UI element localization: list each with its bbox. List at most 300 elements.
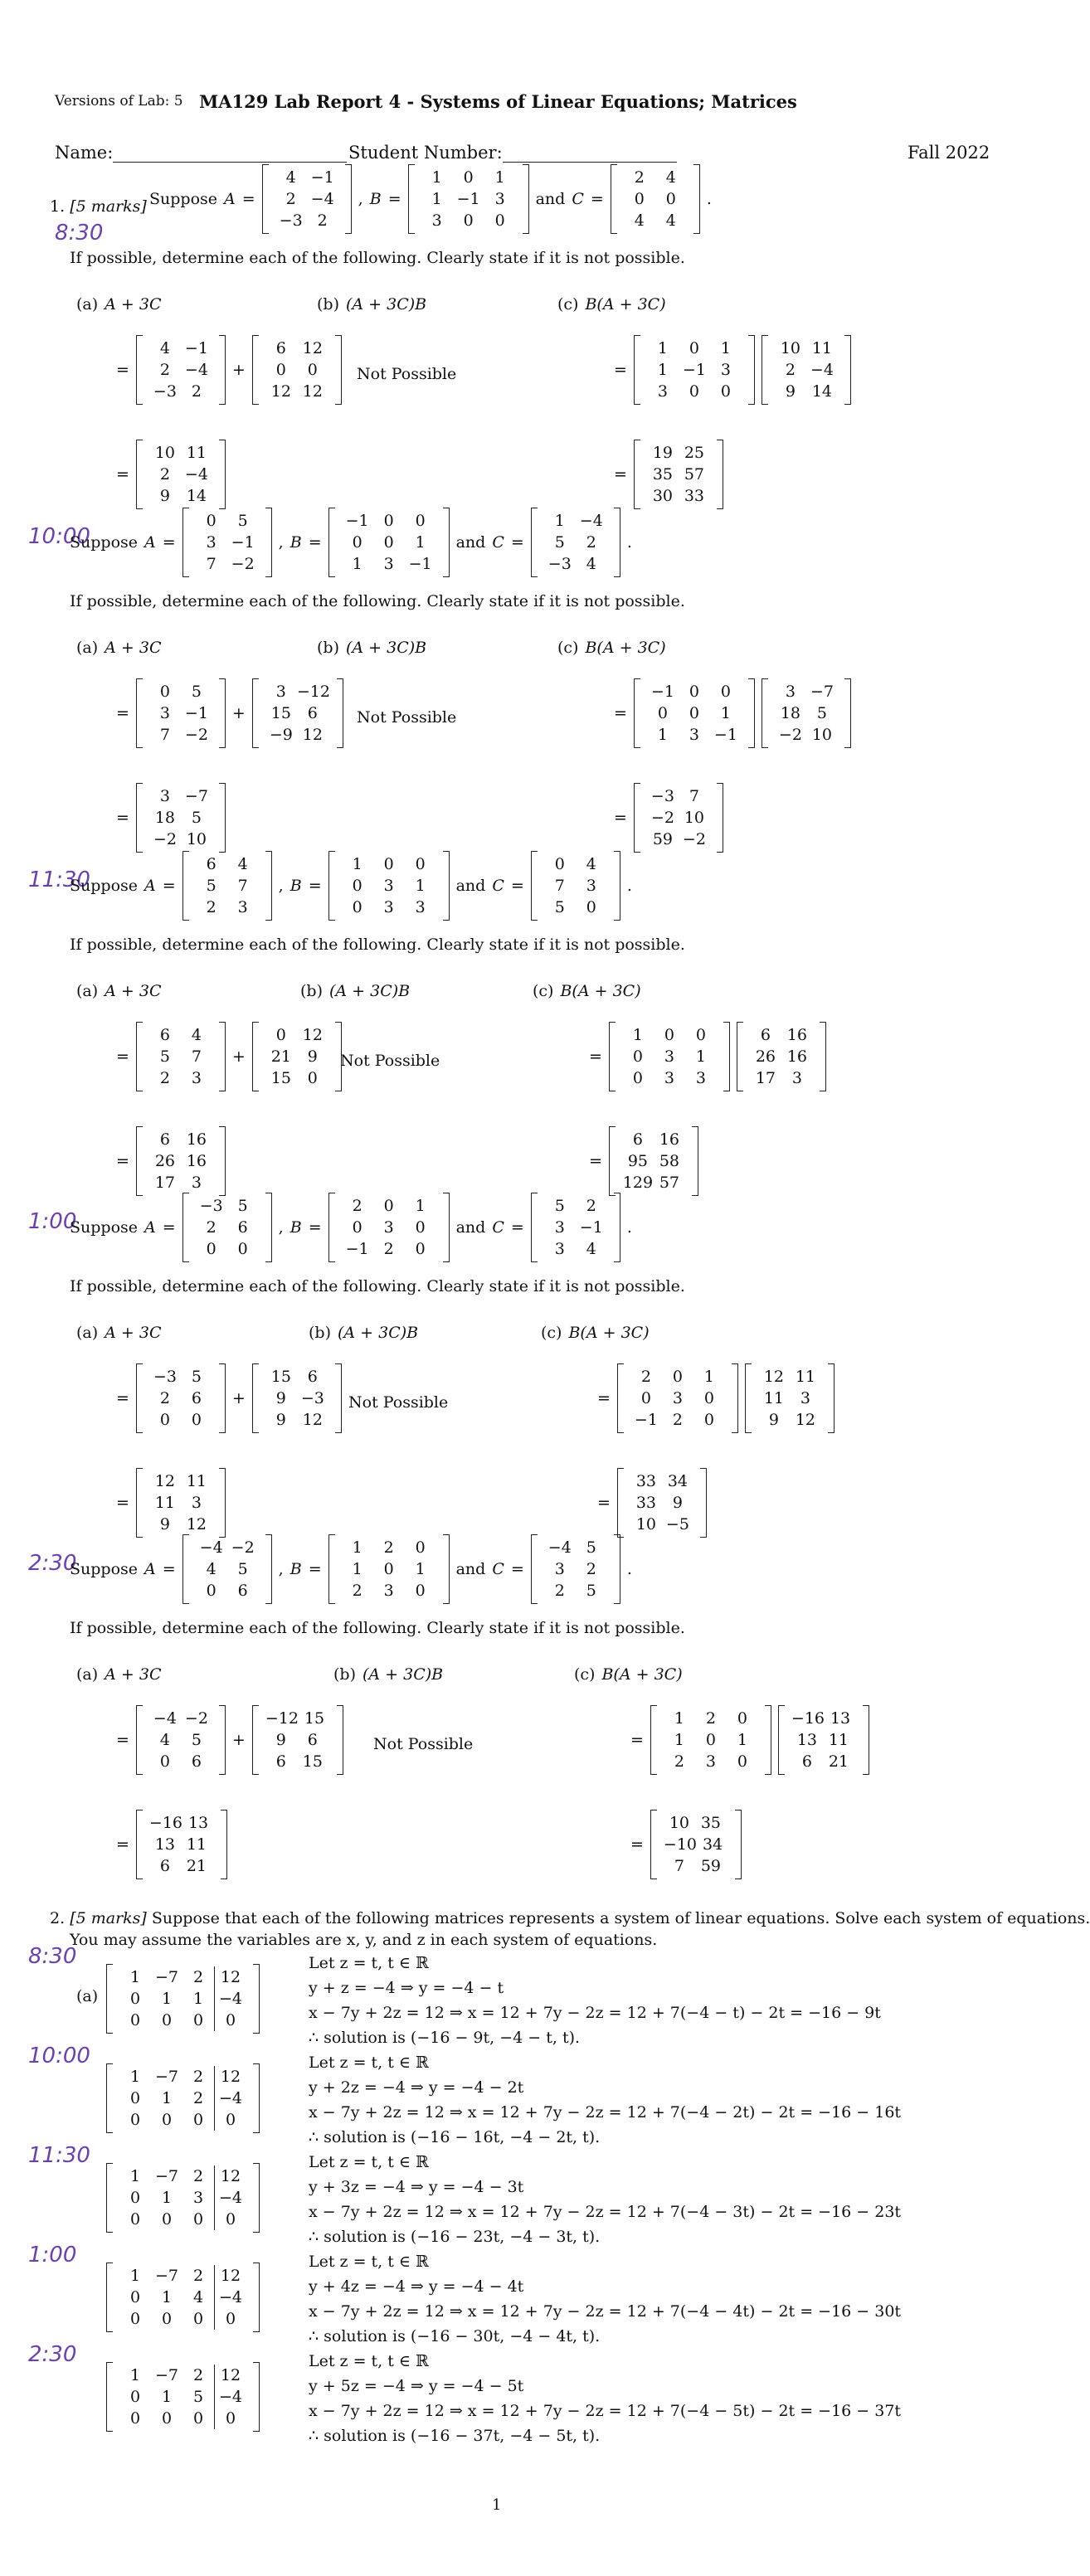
part-b-heading [317, 639, 426, 657]
matrix-cell: 19 [652, 444, 674, 462]
matrix-cell: 1 [352, 855, 363, 873]
part-a-label: (a) [76, 1987, 99, 2005]
math-symbol: = [597, 1494, 611, 1512]
matrix-cell: 3 [192, 2189, 204, 2207]
session-time-annotation: 2:30 [28, 1551, 77, 1576]
matrix-row [149, 1812, 214, 1834]
matrix-body [415, 164, 523, 234]
matrix-cell: 4 [192, 2288, 204, 2306]
matrix-cell: 2 [383, 1240, 394, 1258]
matrices-definition [149, 164, 712, 234]
part-a-result [116, 1468, 226, 1538]
matrix-cell: 3 [720, 361, 731, 379]
bracket-left [136, 440, 143, 509]
matrix-cell: 0 [159, 1752, 170, 1771]
math-symbol: = [597, 1389, 611, 1407]
math-symbol: + [231, 361, 246, 379]
part-c-heading [533, 982, 641, 1000]
matrix-cell: −1 [682, 361, 706, 379]
matrix-cell: 2 [192, 2267, 204, 2285]
matrix-body [259, 335, 335, 405]
matrix-cell: 3 [159, 704, 170, 722]
matrix-cell: 1 [415, 1197, 426, 1215]
suppose-text: Suppose [70, 533, 139, 552]
matrix-3c [252, 1022, 342, 1091]
matrix-row [149, 1388, 212, 1409]
matrix-row [544, 1238, 607, 1260]
bracket-right [253, 2263, 260, 2332]
math-symbol: = [116, 361, 129, 379]
bracket-right [692, 1126, 698, 1196]
matrix-cell: 4 [285, 168, 296, 187]
matrix-row [630, 1409, 725, 1431]
matrix-cell: 3 [237, 898, 248, 916]
matrix-cell: 0 [192, 2409, 204, 2428]
matrix-cell: 34 [667, 1472, 689, 1490]
matrix-cell: 0 [640, 1389, 651, 1407]
matrix-row [149, 359, 212, 381]
part-c-heading [557, 295, 666, 313]
math-symbol: = [510, 877, 524, 895]
matrix-cell: 3 [554, 1240, 565, 1258]
matrix-cell: 4 [665, 168, 676, 187]
matrix-row [421, 210, 516, 231]
matrix-body [768, 678, 844, 748]
matrix-row [149, 1046, 212, 1067]
matrix-cell: 15 [270, 1368, 291, 1386]
matrix-cell: 2 [159, 465, 170, 484]
name-field [55, 143, 347, 163]
matrix-cell: 15 [304, 1709, 325, 1728]
bracket-left [106, 2362, 113, 2432]
instruction-text: If possible, determine each of the following. Clearly state if it is not possible. [70, 936, 685, 954]
matrix-cell: 5 [191, 1731, 202, 1749]
bracket-right [219, 440, 226, 509]
part-c-step1 [597, 1363, 835, 1433]
matrix-cell: 0 [383, 1560, 394, 1578]
matrix-cell: 5 [191, 683, 202, 701]
matrix-body [189, 508, 265, 577]
q2-intro-line2: You may assume the variables are x, y, and z in each system of equations. [70, 1931, 658, 1949]
bracket-left [531, 1534, 538, 1604]
bracket-left [617, 1468, 624, 1538]
bracket-right [253, 2362, 260, 2432]
math-symbol: = [308, 533, 322, 552]
math-symbol: = [387, 190, 401, 208]
suppose-text: Suppose [70, 1560, 139, 1578]
matrix-row [647, 381, 742, 402]
matrix-cell: 25 [684, 444, 705, 462]
matrix-cell: 33 [635, 1494, 657, 1512]
matrix-row [647, 485, 710, 507]
matrix-cell: −4 [214, 2088, 246, 2109]
matrix-cell: 0 [494, 211, 505, 230]
bracket-right [844, 678, 851, 748]
matrix-cell: 6 [159, 1026, 170, 1044]
matrix-row [758, 1366, 821, 1388]
matrix-cell: 1 [720, 704, 731, 722]
matrix-cell: 15 [270, 704, 291, 722]
matrix-cell: 10 [635, 1515, 657, 1533]
math-symbol: , [358, 190, 363, 208]
bracket-right [863, 1705, 869, 1775]
bracket-left [531, 1193, 538, 1262]
matrix-cell: 9 [768, 1411, 779, 1429]
matrix-cell: 12 [214, 1966, 246, 1988]
part-a-heading [76, 639, 162, 657]
math-symbol: = [308, 1560, 322, 1578]
part-b-heading [333, 1665, 443, 1684]
bracket-right [748, 678, 755, 748]
math-symbol: + [231, 1047, 246, 1066]
matrix-c [531, 851, 620, 921]
part-label: (c) [557, 295, 579, 313]
bracket-right [219, 783, 226, 853]
matrix-cell: 9 [275, 1731, 286, 1749]
bracket-left [650, 1705, 657, 1775]
matrix-row [342, 1238, 436, 1260]
session-time-annotation: 1:00 [28, 1209, 77, 1234]
matrix-a [136, 678, 226, 748]
matrix-row [265, 1046, 328, 1067]
bracket-right [723, 1022, 730, 1091]
bracket-right [820, 1022, 826, 1091]
bracket-left [106, 2163, 113, 2233]
student-number-blank [503, 143, 677, 163]
matrix-cell: −1 [345, 1240, 369, 1258]
matrix-cell: 2 [640, 1368, 651, 1386]
matrix-3c [252, 335, 342, 405]
matrix-cell: 0 [383, 855, 394, 873]
matrix-cell: 9 [672, 1494, 683, 1512]
augmented-matrix-grid [106, 2163, 260, 2233]
matrix-body [143, 783, 219, 853]
math-symbol: = [510, 533, 524, 552]
math-symbol: + [231, 1731, 246, 1749]
matrix-row [664, 1729, 758, 1751]
matrix-cell: 2 [206, 898, 217, 916]
matrix-cell: 0 [237, 1240, 248, 1258]
matrix-cell: 2 [352, 1197, 363, 1215]
matrix-a [182, 1193, 272, 1262]
matrix-cell: −2 [231, 555, 255, 573]
matrix-body [616, 1022, 723, 1091]
matrix-body [617, 164, 693, 234]
matrix-cell: 3 [705, 1752, 716, 1771]
matrix-row [647, 785, 710, 807]
matrix-body [113, 2263, 253, 2332]
matrix-row [265, 1388, 328, 1409]
matrix-cell: 1 [129, 2366, 141, 2384]
part-c-result [597, 1468, 707, 1538]
solution-line2: y + z = −4 ⇒ y = −4 − t [309, 1979, 504, 1997]
matrix-cell: −3 [650, 787, 674, 805]
matrix-row [149, 829, 212, 850]
matrix-cell: 13 [830, 1709, 851, 1728]
matrix-cell: 3 [275, 683, 286, 701]
matrix-body [113, 1964, 253, 2034]
matrix-cell: 0 [463, 211, 474, 230]
matrix-cell: 0 [206, 1240, 217, 1258]
session-time-annotation: 11:30 [28, 2143, 90, 2168]
matrix-cell: 2 [159, 1389, 170, 1407]
matrix-cell: 0 [415, 512, 426, 530]
bracket-right [732, 1363, 738, 1433]
matrix-cell: 11 [763, 1389, 785, 1407]
matrix-cell: −2 [650, 809, 674, 827]
matrix-cell: 0 [672, 1368, 683, 1386]
matrix-cell: 3 [191, 1069, 202, 1087]
bracket-left [182, 1193, 189, 1262]
matrix-row [664, 1855, 728, 1877]
matrix-cell: −16 [791, 1709, 825, 1728]
solution-line2: y + 3z = −4 ⇒ y = −4 − 3t [309, 2178, 524, 2196]
matrix-cell: 1 [720, 339, 731, 357]
matrix-body [335, 1193, 443, 1262]
matrix-cell: 16 [786, 1047, 808, 1066]
math-symbol: = [116, 809, 129, 827]
matrix-cell: 0 [463, 168, 474, 187]
solution-steps [309, 2349, 901, 2448]
math-symbol: , [278, 877, 284, 895]
bracket-left [182, 851, 189, 921]
solution-steps [309, 2249, 901, 2349]
matrix-body [143, 335, 219, 405]
bracket-left [136, 1468, 143, 1538]
matrix-body [259, 1705, 337, 1775]
bracket-right [345, 164, 352, 234]
math-symbol: = [241, 190, 255, 208]
part-c-step1 [589, 1022, 826, 1091]
matrix-cell: −1 [231, 533, 255, 552]
matrix-cell: 0 [664, 1026, 674, 1044]
matrix-cell: 5 [191, 1368, 202, 1386]
matrix-cell: 5 [237, 512, 248, 530]
matrix-row [149, 807, 212, 829]
matrix-cell: 0 [275, 361, 286, 379]
part-expression: B(A + 3C) [568, 1324, 650, 1342]
matrix-cell: 12 [154, 1472, 176, 1490]
matrix-cell: 129 [622, 1174, 654, 1192]
matrix-cell: 12 [214, 2365, 246, 2386]
matrix-b [408, 164, 529, 234]
bracket-right [219, 1126, 226, 1196]
matrix-cell: 3 [415, 898, 426, 916]
and-text: and [455, 533, 486, 552]
bracket-left [609, 1022, 616, 1091]
matrix-row [149, 1855, 214, 1877]
augmented-matrix [106, 2263, 260, 2332]
matrix-result-product [617, 1468, 707, 1538]
matrix-cell: 10 [669, 1814, 690, 1832]
matrix-row [265, 359, 328, 381]
matrix-row [196, 553, 259, 575]
matrix-cell: 6 [801, 1752, 812, 1771]
matrix-cell: 5 [554, 533, 565, 552]
matrix-cell: 0 [129, 2388, 141, 2406]
matrix-cell: 11 [186, 444, 207, 462]
matrix-row [622, 1150, 685, 1172]
matrices-definition [70, 1534, 632, 1604]
matrix-cell: 0 [192, 2111, 204, 2129]
matrix-b [328, 851, 450, 921]
matrix-cell: 0 [307, 361, 318, 379]
session-time-annotation: 2:30 [28, 2342, 77, 2367]
matrix-row [775, 724, 838, 746]
matrix-body [143, 1468, 219, 1538]
matrix-cell: 0 [192, 2011, 204, 2029]
matrix-cell: 12 [214, 2066, 246, 2088]
solution-line1: Let z = t, t ∈ ℝ [309, 2352, 429, 2370]
matrix-row [149, 1751, 212, 1772]
matrix-row [196, 1558, 259, 1580]
part-label: (b) [309, 1324, 331, 1342]
bracket-left [136, 335, 143, 405]
matrix-row [196, 875, 259, 897]
matrix-cell: 0 [161, 2111, 173, 2129]
matrix-cell: −4 [184, 361, 208, 379]
matrix-cell: −3 [199, 1197, 223, 1215]
matrix-row [630, 1366, 725, 1388]
matrix-cell: 6 [159, 1130, 170, 1149]
matrix-body [335, 851, 443, 921]
matrix-row [544, 553, 607, 575]
matrix-row [119, 2265, 246, 2287]
bracket-left [136, 783, 143, 853]
matrix-row [544, 853, 607, 875]
matrix-cell: 12 [302, 1026, 323, 1044]
matrix-cell: 10 [684, 809, 705, 827]
augmented-matrix [106, 1964, 260, 2034]
matrix-cell: −7 [154, 2366, 178, 2384]
matrix-cell: −1 [184, 339, 208, 357]
matrix-body [143, 678, 219, 748]
matrix-cell: 3 [791, 1069, 802, 1087]
matrix-row [775, 359, 838, 381]
matrix-cell: 0 [191, 1411, 202, 1429]
matrix-cell: 7 [689, 787, 699, 805]
matrix-cell: 15 [270, 1069, 291, 1087]
matrix-cell: 0 [161, 2210, 173, 2228]
var-b: B [290, 533, 302, 552]
matrix-row [544, 532, 607, 553]
matrix-cell: 12 [186, 1515, 207, 1533]
matrix-cell: 0 [129, 2189, 141, 2207]
matrix-cell: 0 [737, 1709, 747, 1728]
matrix-cell: 5 [159, 1047, 170, 1066]
q2-heading [50, 1909, 1090, 1927]
bracket-left [252, 335, 259, 405]
bracket-left [136, 1810, 143, 1879]
bracket-right [253, 2163, 260, 2233]
matrix-cell: 0 [703, 1411, 714, 1429]
matrix-row [342, 510, 436, 532]
q1-heading [50, 197, 147, 216]
matrix-cell: 1 [161, 1990, 173, 2008]
matrix-cell: 58 [659, 1152, 680, 1170]
matrix-row [647, 702, 742, 724]
matrix-cell: 0 [129, 2288, 141, 2306]
matrix-cell: 4 [586, 855, 596, 873]
matrix-cell: 3 [800, 1389, 810, 1407]
part-a-result [116, 783, 226, 853]
matrix-row [544, 1195, 607, 1217]
matrix-row [664, 1834, 728, 1855]
matrix-result-sum [136, 1126, 226, 1196]
matrix-result-product [609, 1126, 698, 1196]
part-expression: (A + 3C)B [363, 1665, 444, 1684]
augmented-matrix [106, 2063, 260, 2133]
matrix-cell: 10 [780, 339, 801, 357]
matrix-cell: 0 [352, 898, 363, 916]
matrix-cell: 4 [159, 339, 170, 357]
matrix-cell: 1 [415, 877, 426, 895]
matrix-cell: 0 [307, 1069, 318, 1087]
matrix-cell: 3 [664, 1069, 674, 1087]
matrix-cell: −7 [154, 2267, 178, 2285]
matrix-row [149, 1067, 212, 1089]
matrix-row [149, 1492, 212, 1514]
bracket-left [106, 2063, 113, 2133]
bracket-right [443, 1534, 450, 1604]
matrix-cell: −3 [153, 382, 177, 401]
matrix-cell: −4 [547, 1538, 572, 1557]
matrix-cell: 5 [191, 809, 202, 827]
matrix-body [640, 335, 748, 405]
matrix-body [269, 164, 345, 234]
part-a-step1 [116, 1705, 343, 1775]
matrix-row [647, 359, 742, 381]
matrix-cell: 6 [206, 855, 217, 873]
matrix-row [342, 875, 436, 897]
matrix-cell: 7 [206, 555, 217, 573]
matrix-cell: −1 [456, 190, 480, 208]
matrix-cell: 0 [129, 2409, 141, 2428]
matrix-cell: 2 [383, 1538, 394, 1557]
matrix-a [136, 1022, 226, 1091]
matrix-cell: 6 [191, 1752, 202, 1771]
matrix-row [342, 1580, 436, 1601]
matrix-cell: 4 [159, 1731, 170, 1749]
part-label: (a) [76, 295, 99, 313]
bracket-left [328, 1193, 335, 1262]
matrix-cell: 18 [780, 704, 801, 722]
part-expression: (A + 3C)B [329, 982, 411, 1000]
matrix-row [149, 1729, 212, 1751]
bracket-right [219, 1022, 226, 1091]
matrix-a [136, 335, 226, 405]
solution-line1: Let z = t, t ∈ ℝ [309, 1954, 429, 1972]
matrix-cell: 16 [659, 1130, 680, 1149]
matrix-3c [252, 1363, 342, 1433]
solution-line1: Let z = t, t ∈ ℝ [309, 2253, 429, 2271]
matrix-body [189, 1193, 265, 1262]
matrix-row [775, 702, 838, 724]
matrix-cell: −3 [279, 211, 303, 230]
matrix-cell: −4 [214, 2187, 246, 2209]
matrix-cell: 6 [307, 704, 318, 722]
matrix-cell: 0 [352, 877, 363, 895]
and-text: and [455, 877, 486, 895]
matrix-cell: −1 [579, 1218, 603, 1237]
solution-line1: Let z = t, t ∈ ℝ [309, 2054, 429, 2072]
matrix-row [622, 1046, 717, 1067]
matrix-cell: −4 [810, 361, 834, 379]
math-symbol: = [116, 1494, 129, 1512]
q2-number: 2. [50, 1909, 66, 1927]
matrix-body [143, 1363, 219, 1433]
matrix-cell: 95 [627, 1152, 649, 1170]
